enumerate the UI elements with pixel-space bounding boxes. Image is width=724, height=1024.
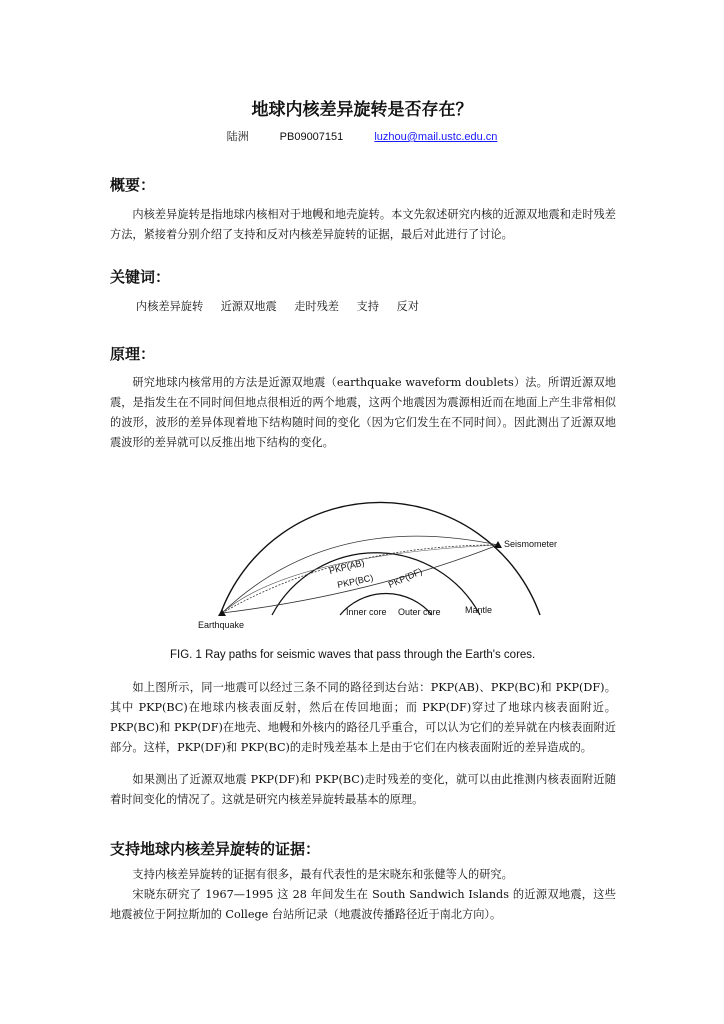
- earthquake-label: Earthquake: [198, 620, 245, 630]
- keyword-item: 近源双地震: [220, 300, 277, 313]
- pkp-ab-label: PKP(AB): [328, 557, 366, 576]
- mantle-label: Mantle: [465, 605, 493, 615]
- keyword-item: 走时残差: [294, 300, 339, 313]
- author-line: [0, 128, 724, 144]
- principle-paragraph-3: 如果测出了近源双地震 PKP(DF)和 PKP(BC)走时残差的变化，就可以由此推测内核表面附近随着时间变化的情况了。这就是研究内核差异旋转最基本的原理。: [110, 773, 616, 806]
- keyword-item: 反对: [396, 300, 419, 313]
- pkp-df-label: PKP(DF): [386, 566, 424, 590]
- principle-paragraph-1: 研究地球内核常用的方法是近源双地震（earthquake waveform doublets）法。所谓近源双地震，是指发生在不同时间但地点很相近的两个地震，这两个地震因为震源相近而在地面上产生非常相似的波形，波形的差异体现着地下结构随时间的变化（因为它们发生在不同时间）。因此测出了近源双地震波形的差异就可以反推出地下结构的变化。: [110, 376, 616, 449]
- author-id: PB09007151: [279, 131, 344, 143]
- pkp-bc-label: PKP(BC): [336, 572, 375, 590]
- outer-core-label: Outer core: [398, 607, 441, 617]
- keyword-item: 内核差异旋转: [136, 300, 204, 313]
- ray-path-figure: [180, 470, 580, 630]
- abstract-heading: 概要：: [110, 176, 156, 194]
- support-paragraph-2: 宋晓东研究了 1967—1995 这 28 年间发生在 South Sandwich Islands 的近源双地震，这些地震被位于阿拉斯加的 College 台站所记录（地震波传播路径近于南北方向）。: [110, 888, 616, 921]
- support-heading: 支持地球内核差异旋转的证据：: [110, 840, 321, 858]
- keywords-heading: 关键词：: [110, 268, 171, 286]
- earth-surface-arc: [220, 502, 540, 615]
- abstract-text: 内核差异旋转是指地球内核相对于地幔和地壳旋转。本文先叙述研究内核的近源双地震和走时残差方法，紧接着分别介绍了支持和反对内核差异旋转的证据，最后对此进行了讨论。: [110, 208, 616, 241]
- keywords-list: [136, 298, 433, 314]
- figure-caption: FIG. 1 Ray paths for seismic waves that pass through the Earth's cores.: [170, 649, 536, 661]
- author-name: 陆洲: [226, 131, 249, 143]
- seismometer-label: Seismometer: [504, 539, 558, 549]
- principle-heading: 原理：: [110, 345, 156, 363]
- author-email-link[interactable]: luzhou@mail.ustc.edu.cn: [374, 131, 498, 143]
- inner-core-label: Inner core: [346, 607, 387, 617]
- support-paragraph-1: 支持内核差异旋转的证据有很多，最有代表性的是宋晓东和张健等人的研究。: [132, 868, 513, 881]
- page-title: 地球内核差异旋转是否存在？: [251, 100, 473, 120]
- keyword-item: 支持: [356, 300, 379, 313]
- principle-paragraph-2: 如上图所示，同一地震可以经过三条不同的路径到达台站：PKP(AB)、PKP(BC)和 PKP(DF)。其中 PKP(BC)在地球内核表面反射，然后在传回地面；而 PKP(DF)穿过了地球内核表面附近。PKP(BC)和 PKP(DF)在地壳、地幔和外核内的路径几乎重合，可以认为它们的差异就在内核表面附近部分。这样，PKP(DF)和 PKP(BC)的走时残差基本上是由于它们在内核表面附近的差异造成的。: [110, 681, 616, 754]
